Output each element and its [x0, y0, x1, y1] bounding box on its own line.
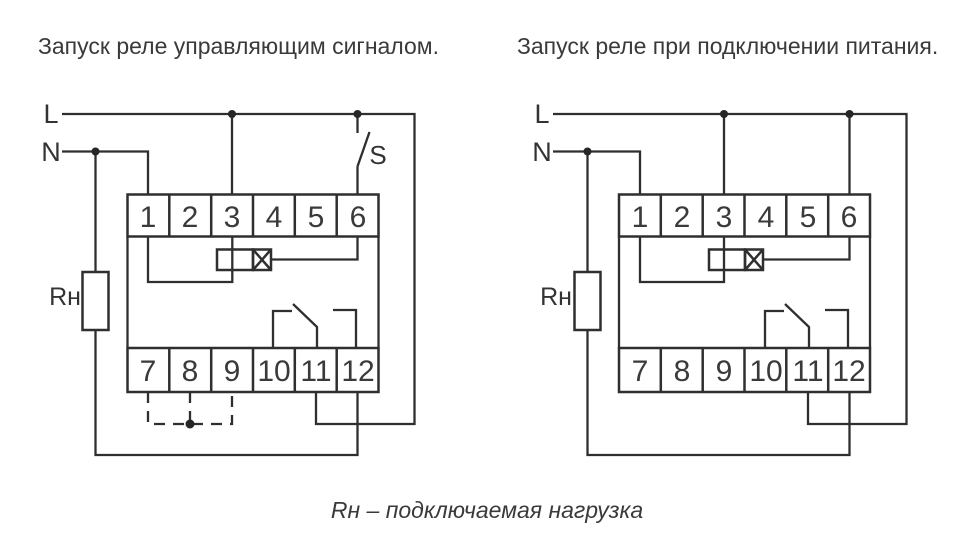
- jumper-junction-dot: [186, 420, 195, 429]
- terminal-number: 6: [349, 201, 367, 234]
- neutral-label: N: [532, 137, 552, 167]
- right-terminal-numbers: [632, 201, 866, 388]
- right-labels: [532, 99, 572, 311]
- terminal-number: 9: [715, 355, 733, 388]
- terminal-number: 10: [257, 355, 291, 388]
- junction-dot: [92, 148, 100, 156]
- terminal-number: 11: [300, 355, 332, 388]
- junction-dot: [846, 110, 854, 118]
- switch-label: S: [369, 140, 387, 170]
- right-wires: [553, 114, 907, 455]
- terminal-number: 9: [223, 355, 241, 388]
- left-terminal-numbers: [140, 201, 375, 388]
- terminal-number: 12: [341, 355, 375, 388]
- terminal-number: 3: [223, 201, 241, 234]
- terminal-number: 1: [139, 201, 157, 234]
- junction-dot: [584, 148, 592, 156]
- terminal-number: 10: [749, 355, 783, 388]
- neutral-wire: [62, 152, 148, 195]
- terminal-number: 12: [832, 355, 866, 388]
- terminal-number: 4: [757, 201, 775, 234]
- figure-caption: Rн – подключаемая нагрузка: [330, 497, 644, 523]
- left-wires: [62, 114, 415, 455]
- relay-contact: [765, 304, 848, 348]
- neutral-wire: [553, 152, 640, 195]
- terminal-number: 5: [799, 201, 817, 234]
- terminal-number: 3: [715, 201, 733, 234]
- neutral-label: N: [41, 137, 61, 167]
- terminal-number: 7: [139, 355, 157, 388]
- right-diagram: [517, 33, 938, 455]
- terminal-number: 8: [673, 355, 691, 388]
- terminal-number: 5: [307, 201, 325, 234]
- junction-dot: [720, 110, 728, 118]
- coil-indicator-cross: [745, 250, 763, 271]
- left-labels: [41, 99, 386, 311]
- junction-dot: [228, 110, 236, 118]
- load-resistor: [83, 272, 109, 330]
- terminal-number: 1: [631, 201, 649, 234]
- terminal-number: 6: [840, 201, 858, 234]
- relay-coil: [709, 250, 745, 271]
- terminal-number: 7: [631, 355, 649, 388]
- coil-supply-wire: [148, 237, 232, 283]
- coil-to-terminal6-wire: [271, 237, 358, 260]
- terminal-number: 11: [792, 355, 824, 388]
- junction-dot: [354, 110, 362, 118]
- terminal-number: 4: [265, 201, 283, 234]
- relay-contact: [273, 304, 356, 348]
- coil-indicator-cross: [253, 250, 271, 271]
- left-jumper: [148, 392, 232, 429]
- terminal-number: 8: [181, 355, 199, 388]
- phase-label: L: [534, 99, 550, 129]
- terminal-number: 2: [181, 201, 199, 234]
- terminal-number: 2: [673, 201, 691, 234]
- left-diagram: [38, 33, 439, 455]
- right-junction-dots: [584, 110, 854, 156]
- relay-coil: [217, 250, 253, 271]
- coil-supply-wire: [640, 237, 724, 283]
- load-label: Rн: [49, 283, 81, 311]
- load-resistor: [575, 272, 601, 330]
- phase-label: L: [43, 99, 59, 129]
- diagram-title: Запуск реле управляющим сигналом.: [38, 33, 439, 59]
- control-switch: [358, 114, 370, 195]
- load-label: Rн: [540, 283, 572, 311]
- diagram-title: Запуск реле при подключении питания.: [517, 33, 939, 59]
- left-junction-dots: [92, 110, 362, 156]
- coil-to-terminal6-wire: [763, 237, 850, 260]
